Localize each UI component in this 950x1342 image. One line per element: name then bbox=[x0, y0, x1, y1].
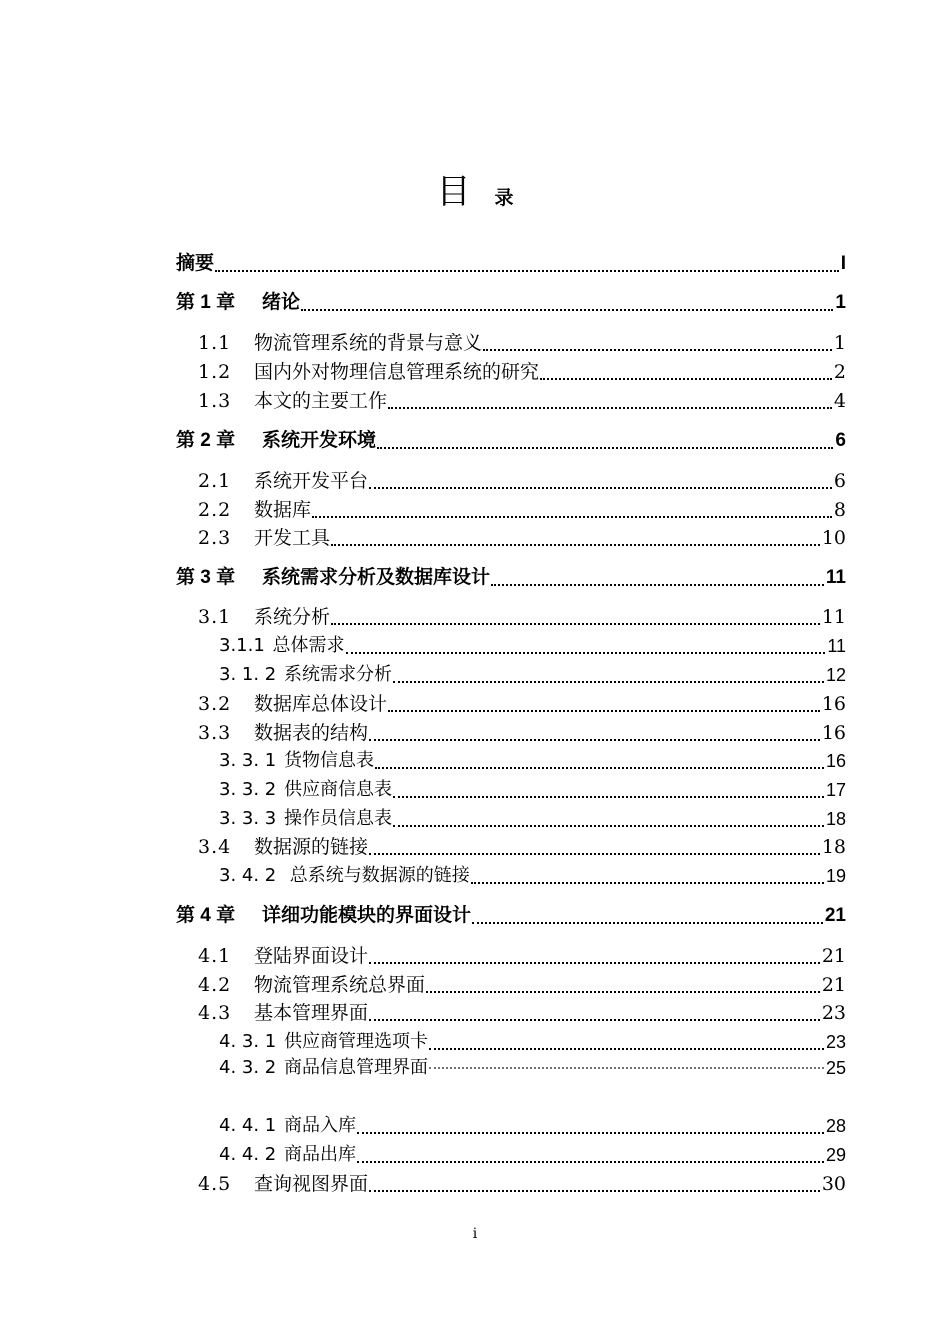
toc-section-3-3[interactable] bbox=[176, 716, 846, 744]
toc-entry-page: 17 bbox=[825, 780, 846, 800]
section-title: 基本管理界面 bbox=[254, 1002, 369, 1024]
toc-subsection-3-1-1[interactable] bbox=[176, 629, 846, 657]
toc-section-3-1[interactable] bbox=[176, 600, 846, 628]
chapter-number: 第 4 章 bbox=[176, 905, 236, 926]
subsection-number: 3. 3. 2 bbox=[219, 779, 277, 800]
toc-entry-page: 16 bbox=[825, 751, 846, 771]
subsection-title: 商品信息管理界面 bbox=[283, 1057, 428, 1075]
dot-leader bbox=[215, 260, 839, 272]
section-number: 4.3 bbox=[198, 1002, 232, 1024]
section-title: 系统开发平台 bbox=[254, 470, 369, 492]
section-number: 3.2 bbox=[198, 693, 232, 715]
toc-entry-page: 21 bbox=[824, 905, 846, 926]
section-title: 物流管理系统的背景与意义 bbox=[254, 332, 483, 354]
dot-leader bbox=[369, 843, 820, 855]
toc-entry-page: 1 bbox=[833, 332, 846, 354]
section-number: 4.2 bbox=[198, 974, 232, 996]
toc-section-2-1[interactable] bbox=[176, 464, 846, 492]
section-number: 1.2 bbox=[198, 361, 232, 383]
toc-subsection-4-4-2[interactable] bbox=[176, 1138, 846, 1166]
page-number: i bbox=[472, 1226, 478, 1242]
section-title: 数据库 bbox=[254, 499, 312, 521]
toc-entry-page: 16 bbox=[821, 722, 846, 744]
dot-leader bbox=[472, 912, 823, 924]
dot-leader bbox=[483, 339, 832, 351]
toc-entry-page: 11 bbox=[825, 567, 846, 588]
subsection-number: 3. 4. 2 bbox=[219, 865, 277, 886]
section-title: 开发工具 bbox=[254, 527, 331, 549]
section-title: 数据库总体设计 bbox=[254, 693, 388, 715]
toc-entry-title: 摘要 bbox=[176, 253, 215, 274]
subsection-title: 供应商信息表 bbox=[283, 779, 392, 800]
chapter-number: 第 2 章 bbox=[176, 430, 236, 451]
toc-entry-page: 8 bbox=[833, 499, 846, 521]
subsection-title: 总系统与数据源的链接 bbox=[289, 865, 470, 886]
dot-leader bbox=[388, 700, 820, 712]
chapter-title: 绪论 bbox=[262, 292, 301, 313]
toc-section-3-2[interactable] bbox=[176, 687, 846, 715]
toc-section-3-4[interactable] bbox=[176, 830, 846, 858]
toc-entry-page: 29 bbox=[825, 1145, 846, 1165]
toc-section-4-1[interactable] bbox=[176, 939, 846, 967]
subsection-title: 商品入库 bbox=[283, 1115, 356, 1136]
dot-leader bbox=[393, 815, 824, 827]
toc-chapter-2[interactable] bbox=[176, 424, 846, 452]
section-title: 系统分析 bbox=[254, 606, 331, 628]
chapter-title: 系统开发环境 bbox=[262, 430, 377, 451]
section-number: 2.2 bbox=[198, 499, 232, 521]
section-title: 登陆界面设计 bbox=[254, 945, 369, 967]
section-title: 物流管理系统总界面 bbox=[254, 974, 426, 996]
toc-entry-page: 18 bbox=[825, 809, 846, 829]
toc-entry-page: 18 bbox=[821, 836, 846, 858]
subsection-title: 总体需求 bbox=[272, 635, 345, 656]
subsection-number: 3.1.1 bbox=[219, 635, 265, 656]
toc-entry-page: 12 bbox=[825, 665, 846, 685]
toc-entry-page: 21 bbox=[821, 945, 846, 967]
toc-section-4-5[interactable] bbox=[176, 1167, 846, 1195]
dot-leader bbox=[491, 574, 824, 586]
section-title: 数据源的链接 bbox=[254, 836, 369, 858]
toc-entry-page: 21 bbox=[821, 974, 846, 996]
dot-leader bbox=[429, 1057, 824, 1069]
dot-leader bbox=[369, 1180, 820, 1192]
toc-subsection-4-3-1[interactable] bbox=[176, 1025, 846, 1053]
toc-entry-page: 1 bbox=[835, 292, 846, 313]
section-title: 本文的主要工作 bbox=[254, 390, 388, 412]
section-number: 3.3 bbox=[198, 722, 232, 744]
toc-title-sub: 录 bbox=[494, 187, 514, 209]
toc-subsection-3-3-1[interactable] bbox=[176, 744, 846, 772]
section-number: 1.1 bbox=[198, 332, 232, 354]
subsection-title: 供应商管理选项卡 bbox=[283, 1031, 428, 1052]
dot-leader bbox=[377, 437, 833, 449]
chapter-title: 详细功能模块的界面设计 bbox=[262, 905, 472, 926]
dot-leader bbox=[429, 1038, 824, 1050]
subsection-title: 商品出库 bbox=[283, 1144, 356, 1165]
dot-leader bbox=[369, 1009, 820, 1021]
toc-subsection-4-4-1[interactable] bbox=[176, 1109, 846, 1137]
dot-leader bbox=[312, 506, 832, 518]
toc-entry-page: I bbox=[840, 253, 846, 274]
toc-section-2-3[interactable] bbox=[176, 521, 846, 549]
toc-entry-page: 23 bbox=[821, 1002, 846, 1024]
toc-chapter-3[interactable] bbox=[176, 561, 846, 589]
subsection-number: 3. 3. 3 bbox=[219, 808, 277, 829]
dot-leader bbox=[393, 671, 824, 683]
toc-subsection-3-4-2[interactable] bbox=[176, 859, 846, 887]
toc-entry-page: 23 bbox=[825, 1032, 846, 1052]
toc-entry-page: 28 bbox=[825, 1116, 846, 1136]
toc-entry-page: 4 bbox=[833, 390, 846, 412]
dot-leader bbox=[426, 981, 820, 993]
subsection-number: 4. 4. 1 bbox=[219, 1115, 277, 1136]
toc-section-4-2[interactable] bbox=[176, 968, 846, 996]
section-number: 3.4 bbox=[198, 836, 232, 858]
dot-leader bbox=[388, 397, 832, 409]
toc-entry-abstract[interactable] bbox=[176, 247, 846, 275]
subsection-title: 操作员信息表 bbox=[283, 808, 392, 829]
toc-chapter-1[interactable] bbox=[176, 286, 846, 314]
dot-leader bbox=[331, 613, 820, 625]
section-number: 2.3 bbox=[198, 527, 232, 549]
dot-leader bbox=[540, 368, 832, 380]
dot-leader bbox=[369, 952, 820, 964]
toc-entry-page: 6 bbox=[833, 470, 846, 492]
toc-section-1-2[interactable] bbox=[176, 355, 846, 383]
toc-section-4-3[interactable] bbox=[176, 996, 846, 1024]
section-title: 数据表的结构 bbox=[254, 722, 369, 744]
section-title: 国内外对物理信息管理系统的研究 bbox=[254, 361, 540, 383]
toc-entry-page: 11 bbox=[821, 606, 846, 628]
dot-leader bbox=[301, 299, 833, 311]
toc-entry-page: 30 bbox=[821, 1173, 846, 1195]
dot-leader bbox=[357, 1122, 824, 1134]
dot-leader bbox=[369, 477, 832, 489]
toc-entry-page: 19 bbox=[825, 866, 846, 886]
chapter-title: 系统需求分析及数据库设计 bbox=[262, 567, 491, 588]
toc-entry-page: 10 bbox=[821, 527, 846, 549]
dot-leader bbox=[375, 757, 824, 769]
section-number: 3.1 bbox=[198, 606, 232, 628]
chapter-number: 第 3 章 bbox=[176, 567, 236, 588]
toc-subsection-3-1-2[interactable] bbox=[176, 658, 846, 686]
toc-entry-page: 16 bbox=[821, 693, 846, 715]
toc-subsection-3-3-3[interactable] bbox=[176, 802, 846, 830]
section-number: 2.1 bbox=[198, 470, 232, 492]
dot-leader bbox=[393, 786, 824, 798]
subsection-number: 3. 1. 2 bbox=[219, 664, 277, 685]
section-number: 4.5 bbox=[198, 1173, 232, 1195]
dot-leader bbox=[346, 642, 826, 654]
toc-title-main: 目 bbox=[436, 172, 471, 212]
toc-entry-page: 25 bbox=[825, 1058, 846, 1075]
toc-section-1-1[interactable] bbox=[176, 326, 846, 354]
dot-leader bbox=[357, 1151, 824, 1163]
subsection-number: 3. 3. 1 bbox=[219, 750, 277, 771]
section-number: 1.3 bbox=[198, 390, 232, 412]
toc-subsection-3-3-2[interactable] bbox=[176, 773, 846, 801]
toc-chapter-4[interactable] bbox=[176, 899, 846, 927]
section-number: 4.1 bbox=[198, 945, 232, 967]
toc-section-1-3[interactable] bbox=[176, 384, 846, 412]
subsection-title: 货物信息表 bbox=[283, 750, 374, 771]
toc-entry-page: 6 bbox=[835, 430, 846, 451]
dot-leader bbox=[471, 872, 824, 884]
chapter-number: 第 1 章 bbox=[176, 292, 236, 313]
subsection-title: 系统需求分析 bbox=[283, 664, 392, 685]
section-title: 查询视图界面 bbox=[254, 1173, 369, 1195]
toc-title bbox=[0, 172, 950, 212]
toc-entry-page: 11 bbox=[827, 636, 846, 656]
toc-entry-page: 2 bbox=[833, 361, 846, 383]
dot-leader bbox=[331, 534, 820, 546]
subsection-number: 4. 4. 2 bbox=[219, 1144, 277, 1165]
dot-leader bbox=[369, 729, 820, 741]
subsection-number: 4. 3. 2 bbox=[219, 1057, 277, 1075]
toc-subsection-4-3-2[interactable] bbox=[176, 1055, 846, 1075]
subsection-number: 4. 3. 1 bbox=[219, 1031, 277, 1052]
toc-section-2-2[interactable] bbox=[176, 493, 846, 521]
